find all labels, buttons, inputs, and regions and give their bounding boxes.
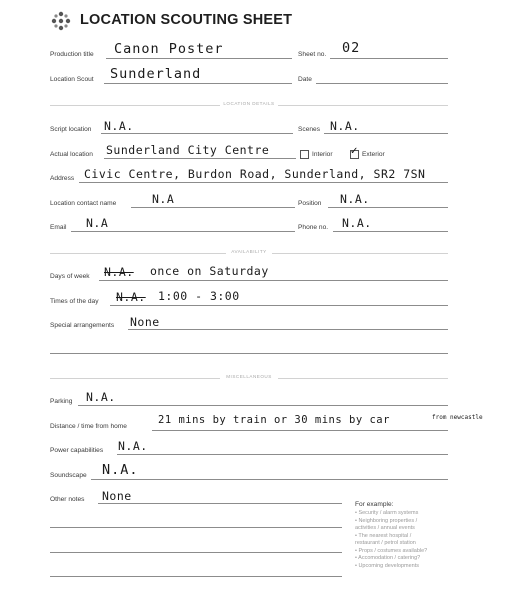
- exterior-check-mark-icon: ✓: [350, 146, 359, 157]
- actual-location-line: [104, 158, 296, 159]
- contact-name-line: [131, 207, 295, 208]
- soundscape-line: [91, 479, 448, 480]
- interior-label: Interior: [312, 151, 333, 158]
- sheet-no-line: [330, 58, 448, 59]
- address-value[interactable]: Civic Centre, Burdon Road, Sunderland, SR2 7SN: [84, 167, 426, 181]
- miscellaneous-divider: [50, 373, 448, 383]
- flower-logo-icon: [50, 10, 72, 32]
- days-of-week-struck-value: N.A.: [104, 265, 134, 279]
- example-item: • Accomodation / catering?: [355, 555, 421, 561]
- date-label: Date: [298, 76, 312, 83]
- scenes-label: Scenes: [298, 126, 320, 133]
- email-value[interactable]: N.A: [86, 216, 109, 230]
- times-of-day-line: [110, 305, 448, 306]
- date-line: [316, 83, 448, 84]
- scenes-line: [324, 133, 448, 134]
- distance-note: from newcastle: [432, 414, 483, 421]
- days-of-week-value[interactable]: once on Saturday: [150, 264, 269, 278]
- scenes-value[interactable]: N.A.: [330, 119, 360, 133]
- example-item: • Upcoming developments: [355, 562, 419, 569]
- times-of-day-struck-value: N.A.: [116, 290, 146, 304]
- address-line: [79, 182, 448, 183]
- contact-name-value[interactable]: N.A: [152, 192, 175, 206]
- distance-label: Distance / time from home: [50, 423, 127, 430]
- position-line: [328, 207, 448, 208]
- phone-label: Phone no.: [298, 224, 329, 231]
- script-location-value[interactable]: N.A.: [104, 119, 134, 133]
- actual-location-value[interactable]: Sunderland City Centre: [106, 143, 270, 157]
- position-value[interactable]: N.A.: [340, 192, 370, 206]
- parking-label: Parking: [50, 398, 73, 405]
- phone-value[interactable]: N.A.: [342, 216, 372, 230]
- script-location-line: [101, 133, 293, 134]
- example-item: • The nearest hospital /: [355, 532, 412, 539]
- interior-checkbox[interactable]: [300, 150, 309, 159]
- example-item: • Props / costumes available?: [355, 547, 428, 554]
- parking-value[interactable]: N.A.: [86, 390, 116, 404]
- location-scout-value[interactable]: Sunderland: [110, 66, 202, 82]
- special-arrangements-label: Special arrangements: [50, 322, 115, 329]
- special-arrangements-extra-line: [50, 353, 448, 354]
- special-arrangements-line: [128, 329, 448, 330]
- example-item: restaurant / petrol station: [355, 540, 416, 546]
- distance-value[interactable]: 21 mins by train or 30 mins by car: [158, 414, 390, 426]
- location-scout-label: Location Scout: [50, 76, 94, 83]
- exterior-label: Exterior: [362, 151, 385, 158]
- availability-divider: [50, 248, 448, 258]
- power-label: Power capabilities: [50, 447, 104, 454]
- example-item: • Neighboring properties /: [355, 517, 418, 524]
- days-of-week-label: Days of week: [50, 273, 90, 280]
- times-of-day-label: Times of the day: [50, 298, 99, 305]
- location-details-heading: LOCATION DETAILS: [223, 101, 275, 106]
- phone-line: [333, 231, 448, 232]
- soundscape-value[interactable]: N.A.: [102, 462, 139, 478]
- miscellaneous-heading: MISCELLANEOUS: [226, 374, 272, 379]
- sheet-title: LOCATION SCOUTING SHEET: [80, 12, 293, 28]
- availability-heading: AVAILABILITY: [231, 249, 267, 254]
- production-title-label: Production title: [50, 51, 94, 58]
- example-heading: For example:: [355, 501, 394, 508]
- email-line: [71, 231, 295, 232]
- other-notes-value[interactable]: None: [102, 489, 132, 503]
- soundscape-label: Soundscape: [50, 472, 87, 479]
- distance-line: [152, 430, 448, 431]
- example-hints: [355, 501, 465, 570]
- position-label: Position: [298, 200, 322, 207]
- power-line: [117, 454, 448, 455]
- location-details-divider: [50, 100, 448, 110]
- example-item: activities / annual events: [355, 525, 415, 531]
- actual-location-label: Actual location: [50, 151, 93, 158]
- production-title-value[interactable]: Canon Poster: [114, 41, 224, 57]
- example-item: • Security / alarm systems: [355, 510, 419, 516]
- other-notes-line-3: [50, 552, 342, 553]
- days-of-week-line: [99, 280, 448, 281]
- contact-name-label: Location contact name: [50, 200, 117, 207]
- email-label: Email: [50, 224, 67, 231]
- other-notes-line-2: [50, 527, 342, 528]
- sheet-no-label: Sheet no.: [298, 51, 327, 58]
- other-notes-line: [98, 503, 342, 504]
- times-of-day-value[interactable]: 1:00 - 3:00: [158, 289, 240, 303]
- location-scout-line: [104, 83, 292, 84]
- sheet-no-value[interactable]: 02: [342, 40, 361, 56]
- parking-line: [78, 405, 448, 406]
- other-notes-label: Other notes: [50, 496, 85, 503]
- address-label: Address: [50, 175, 75, 182]
- power-value[interactable]: N.A.: [118, 439, 148, 453]
- other-notes-line-4: [50, 576, 342, 577]
- production-title-line: [106, 58, 292, 59]
- script-location-label: Script location: [50, 126, 92, 133]
- special-arrangements-value[interactable]: None: [130, 315, 160, 329]
